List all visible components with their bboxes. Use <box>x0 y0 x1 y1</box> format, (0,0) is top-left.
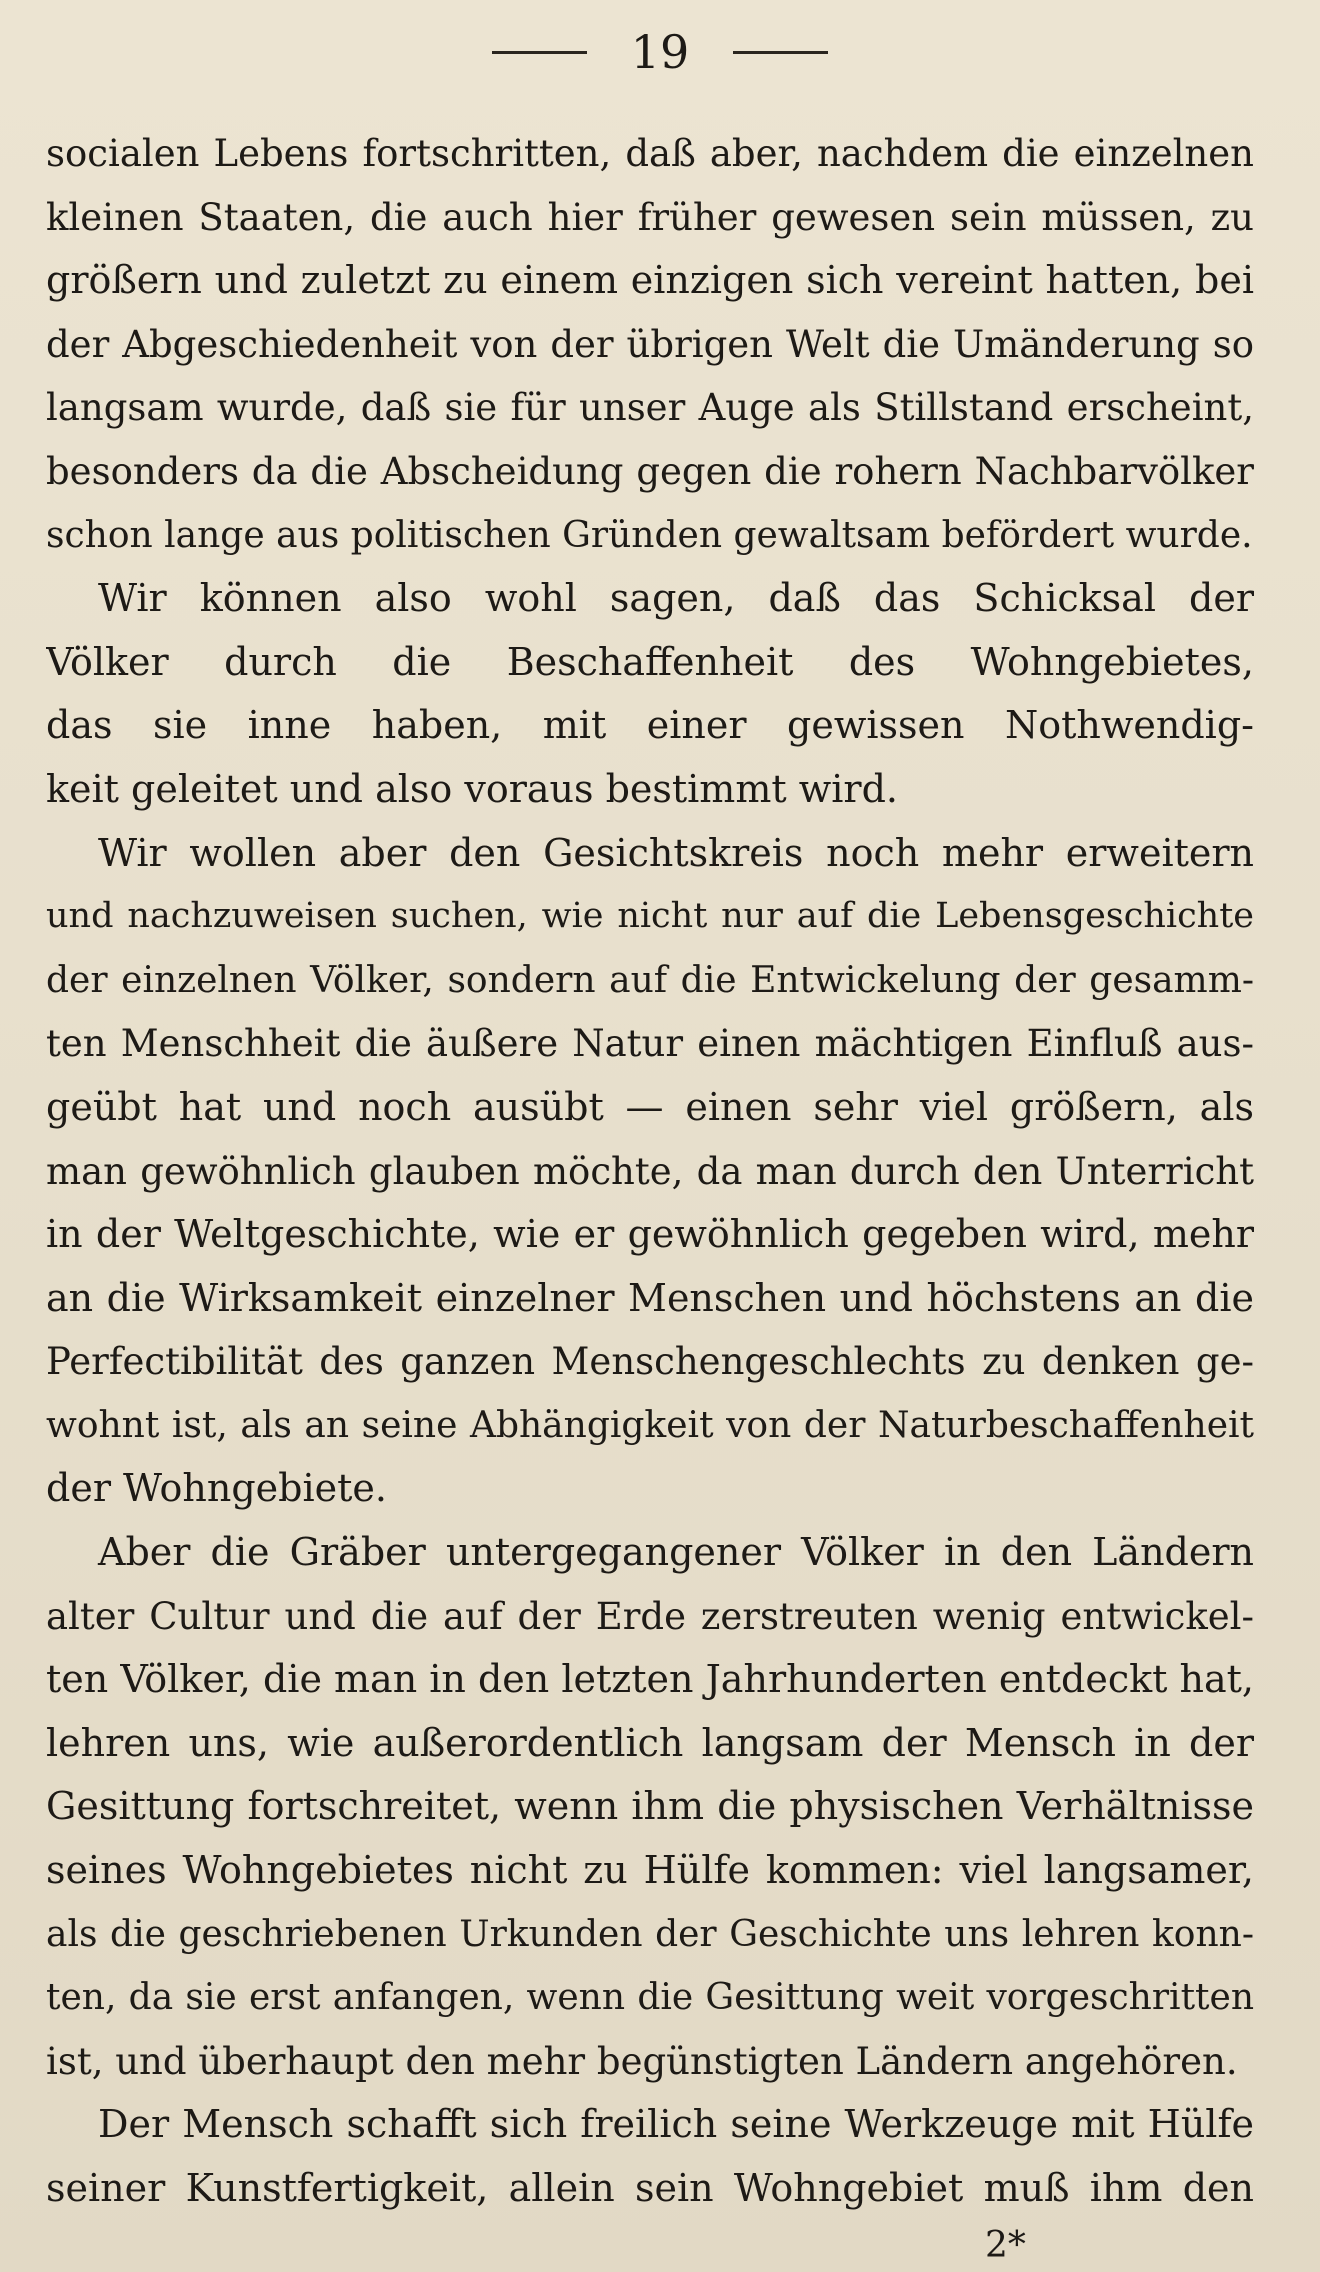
text-line: in der Weltgeschichte, wie er gewöhnlich gegeben wird, mehr <box>46 1212 1254 1257</box>
text-line: Perfectibilität des ganzen Menschengeschlechts zu denken ge- <box>46 1340 1254 1384</box>
text-line: Wir können also wohl sagen, daß das Schicksal der <box>98 576 1254 621</box>
text-body <box>46 122 1254 2221</box>
text-line: Gesittung fortschreitet, wenn ihm die physischen Verhältnisse <box>46 1784 1254 1829</box>
text-line: geübt hat und noch ausübt — einen sehr viel größern, als <box>46 1084 1254 1129</box>
text-line: ten, da sie erst anfangen, wenn die Gesittung weit vorgeschritten <box>46 1977 1254 2019</box>
text-line: der Wohngebiete. <box>46 1466 387 1511</box>
text-line: als die geschriebenen Urkunden der Geschichte uns lehren konn- <box>46 1913 1254 1955</box>
text-line: seines Wohngebietes nicht zu Hülfe kommen: viel langsamer, <box>46 1848 1254 1893</box>
text-line: Aber die Gräber untergegangener Völker in den Ländern <box>98 1530 1254 1575</box>
text-line: langsam wurde, daß sie für unser Auge als Stillstand erscheint, <box>46 386 1254 430</box>
text-line: der Abgeschiedenheit von der übrigen Welt die Umänderung so <box>46 322 1254 366</box>
text-line: an die Wirksamkeit einzelner Menschen und höchstens an die <box>46 1275 1254 1320</box>
header-rule-left <box>492 51 587 54</box>
text-line: ist, und überhaupt den mehr begünstigten Ländern angehören. <box>46 2039 1238 2083</box>
page-number: 19 <box>630 25 690 79</box>
text-line: schon lange aus politischen Gründen gewaltsam befördert wurde. <box>46 514 1253 556</box>
text-line: wohnt ist, als an seine Abhängigkeit von der Naturbeschaffenheit <box>46 1404 1254 1446</box>
text-line: ten Menschheit die äußere Natur einen mächtigen Einfluß aus- <box>46 1022 1254 1066</box>
header-rule-right <box>733 51 828 54</box>
text-line: das sie inne haben, mit einer gewissen Nothwendig- <box>46 703 1254 748</box>
text-line: Der Mensch schafft sich freilich seine Werkzeuge mit Hülfe <box>98 2102 1254 2147</box>
text-line: man gewöhnlich glauben möchte, da man durch den Unterricht <box>46 1149 1254 1193</box>
text-line: der einzelnen Völker, sondern auf die Entwickelung der gesamm- <box>46 959 1254 1001</box>
text-line: besonders da die Abscheidung gegen die rohern Nachbarvölker <box>46 449 1254 493</box>
text-line: größern und zuletzt zu einem einzigen sich vereint hatten, bei <box>46 258 1254 303</box>
text-line: Wir wollen aber den Gesichtskreis noch mehr erweitern <box>98 830 1254 875</box>
text-line: kleinen Staaten, die auch hier früher gewesen sein müssen, zu <box>46 195 1254 239</box>
text-line: alter Cultur und die auf der Erde zerstreuten wenig entwickel- <box>46 1594 1254 1638</box>
signature-mark: 2* <box>985 2225 1026 2266</box>
text-line: ten Völker, die man in den letzten Jahrhunderten entdeckt hat, <box>46 1657 1254 1702</box>
text-line: Völker durch die Beschaffenheit des Wohngebietes, <box>46 639 1254 684</box>
text-line: keit geleitet und also voraus bestimmt wird. <box>46 766 898 811</box>
page-header <box>0 22 1320 82</box>
text-line: socialen Lebens fortschritten, daß aber, nachdem die einzelnen <box>46 132 1254 175</box>
text-line: und nachzuweisen suchen, wie nicht nur auf die Lebensgeschichte <box>46 896 1254 937</box>
text-line: lehren uns, wie außerordentlich langsam der Mensch in der <box>46 1720 1254 1765</box>
text-line: seiner Kunstfertigkeit, allein sein Wohngebiet muß ihm den <box>46 2166 1254 2210</box>
